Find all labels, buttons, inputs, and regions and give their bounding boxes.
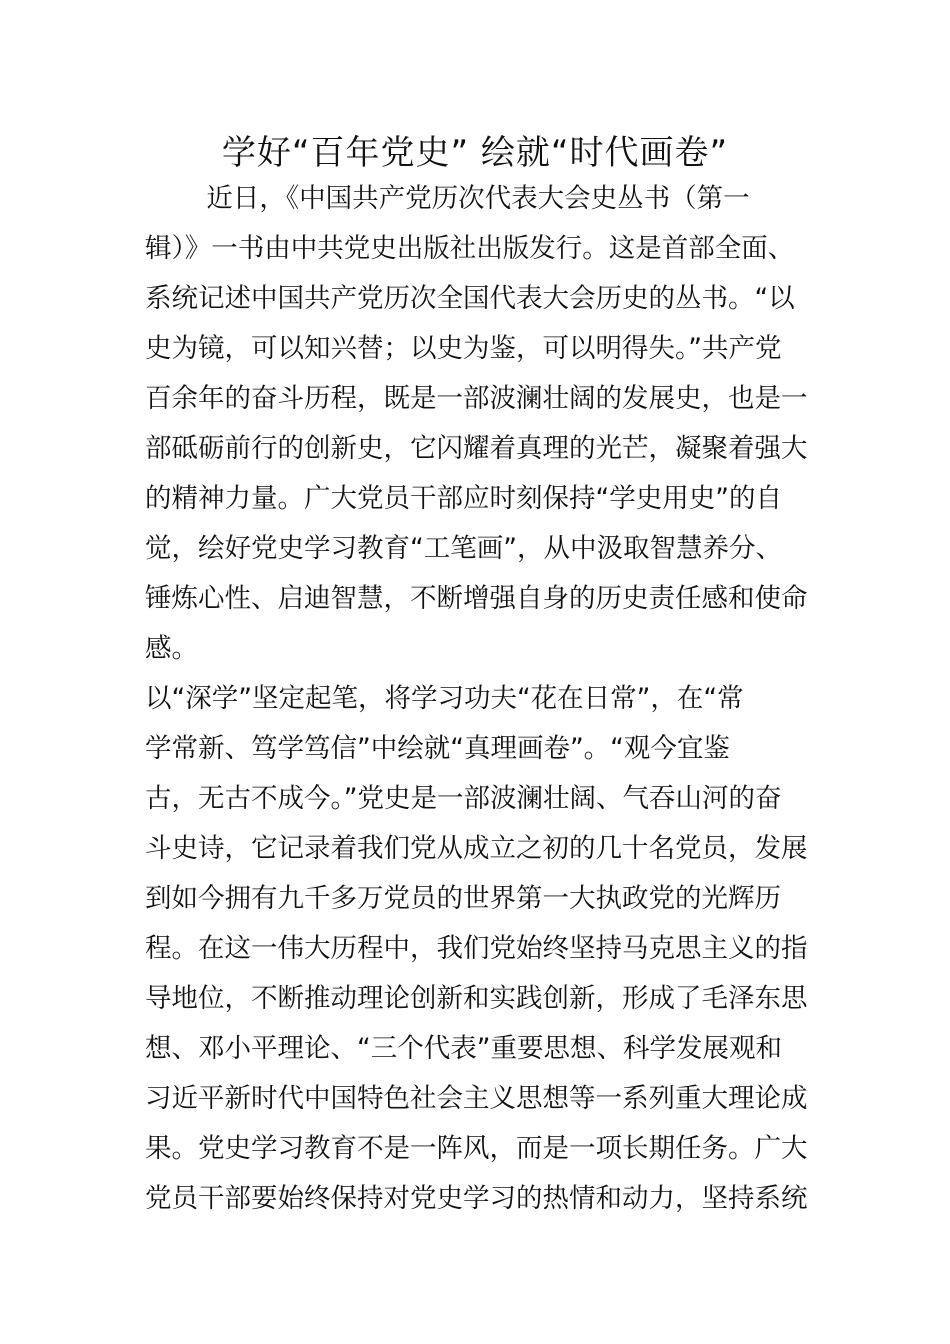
body-line: 程。在这一伟大历程中，我们党始终坚持马克思主义的指 — [145, 933, 808, 964]
body-line: 果。党史学习教育不是一阵风，而是一项长期任务。广大 — [145, 1133, 808, 1164]
body-line: 近日，《中国共产党历次代表大会史丛书（第一 — [145, 183, 750, 214]
body-line: 学常新、笃学笃信”中绘就“真理画卷”。“观今宜鉴 — [145, 733, 730, 764]
body-line: 以“深学”坚定起笔，将学习功夫“花在日常”，在“常 — [145, 683, 744, 714]
body-line: 部砥砺前行的创新史，它闪耀着真理的光芒，凝聚着强大 — [145, 433, 808, 464]
body-line: 斗史诗，它记录着我们党从成立之初的几十名党员，发展 — [145, 833, 808, 864]
body-line: 习近平新时代中国特色社会主义思想等一系列重大理论成 — [145, 1083, 808, 1114]
body-line: 辑）》一书由中共党史出版社出版发行。这是首部全面、 — [145, 233, 795, 264]
body-line: 古，无古不成今。”党史是一部波澜壮阔、气吞山河的奋 — [145, 783, 782, 814]
body-line: 感。 — [145, 633, 198, 664]
body-line: 锤炼心性、启迪智慧，不断增强自身的历史责任感和使命 — [145, 583, 808, 614]
body-line: 系统记述中国共产党历次全国代表大会历史的丛书。“以 — [145, 283, 795, 314]
body-line: 觉，绘好党史学习教育“工笔画”，从中汲取智慧养分、 — [145, 533, 782, 564]
body-line: 的精神力量。广大党员干部应时刻保持“学史用史”的自 — [145, 483, 782, 514]
body-line: 想、邓小平理论、“三个代表”重要思想、科学发展观和 — [145, 1033, 782, 1064]
body-line: 到如今拥有九千多万党员的世界第一大执政党的光辉历 — [145, 883, 781, 914]
body-line: 党员干部要始终保持对党史学习的热情和动力，坚持系统 — [145, 1183, 808, 1214]
document-title: 学好“百年党史” 绘就“时代画卷” — [221, 133, 729, 173]
body-line: 百余年的奋斗历程，既是一部波澜壮阔的发展史，也是一 — [145, 383, 808, 414]
body-line: 史为镜，可以知兴替；以史为鉴，可以明得失。”共产党 — [145, 333, 782, 364]
body-line: 导地位，不断推动理论创新和实践创新，形成了毛泽东思 — [145, 983, 808, 1014]
